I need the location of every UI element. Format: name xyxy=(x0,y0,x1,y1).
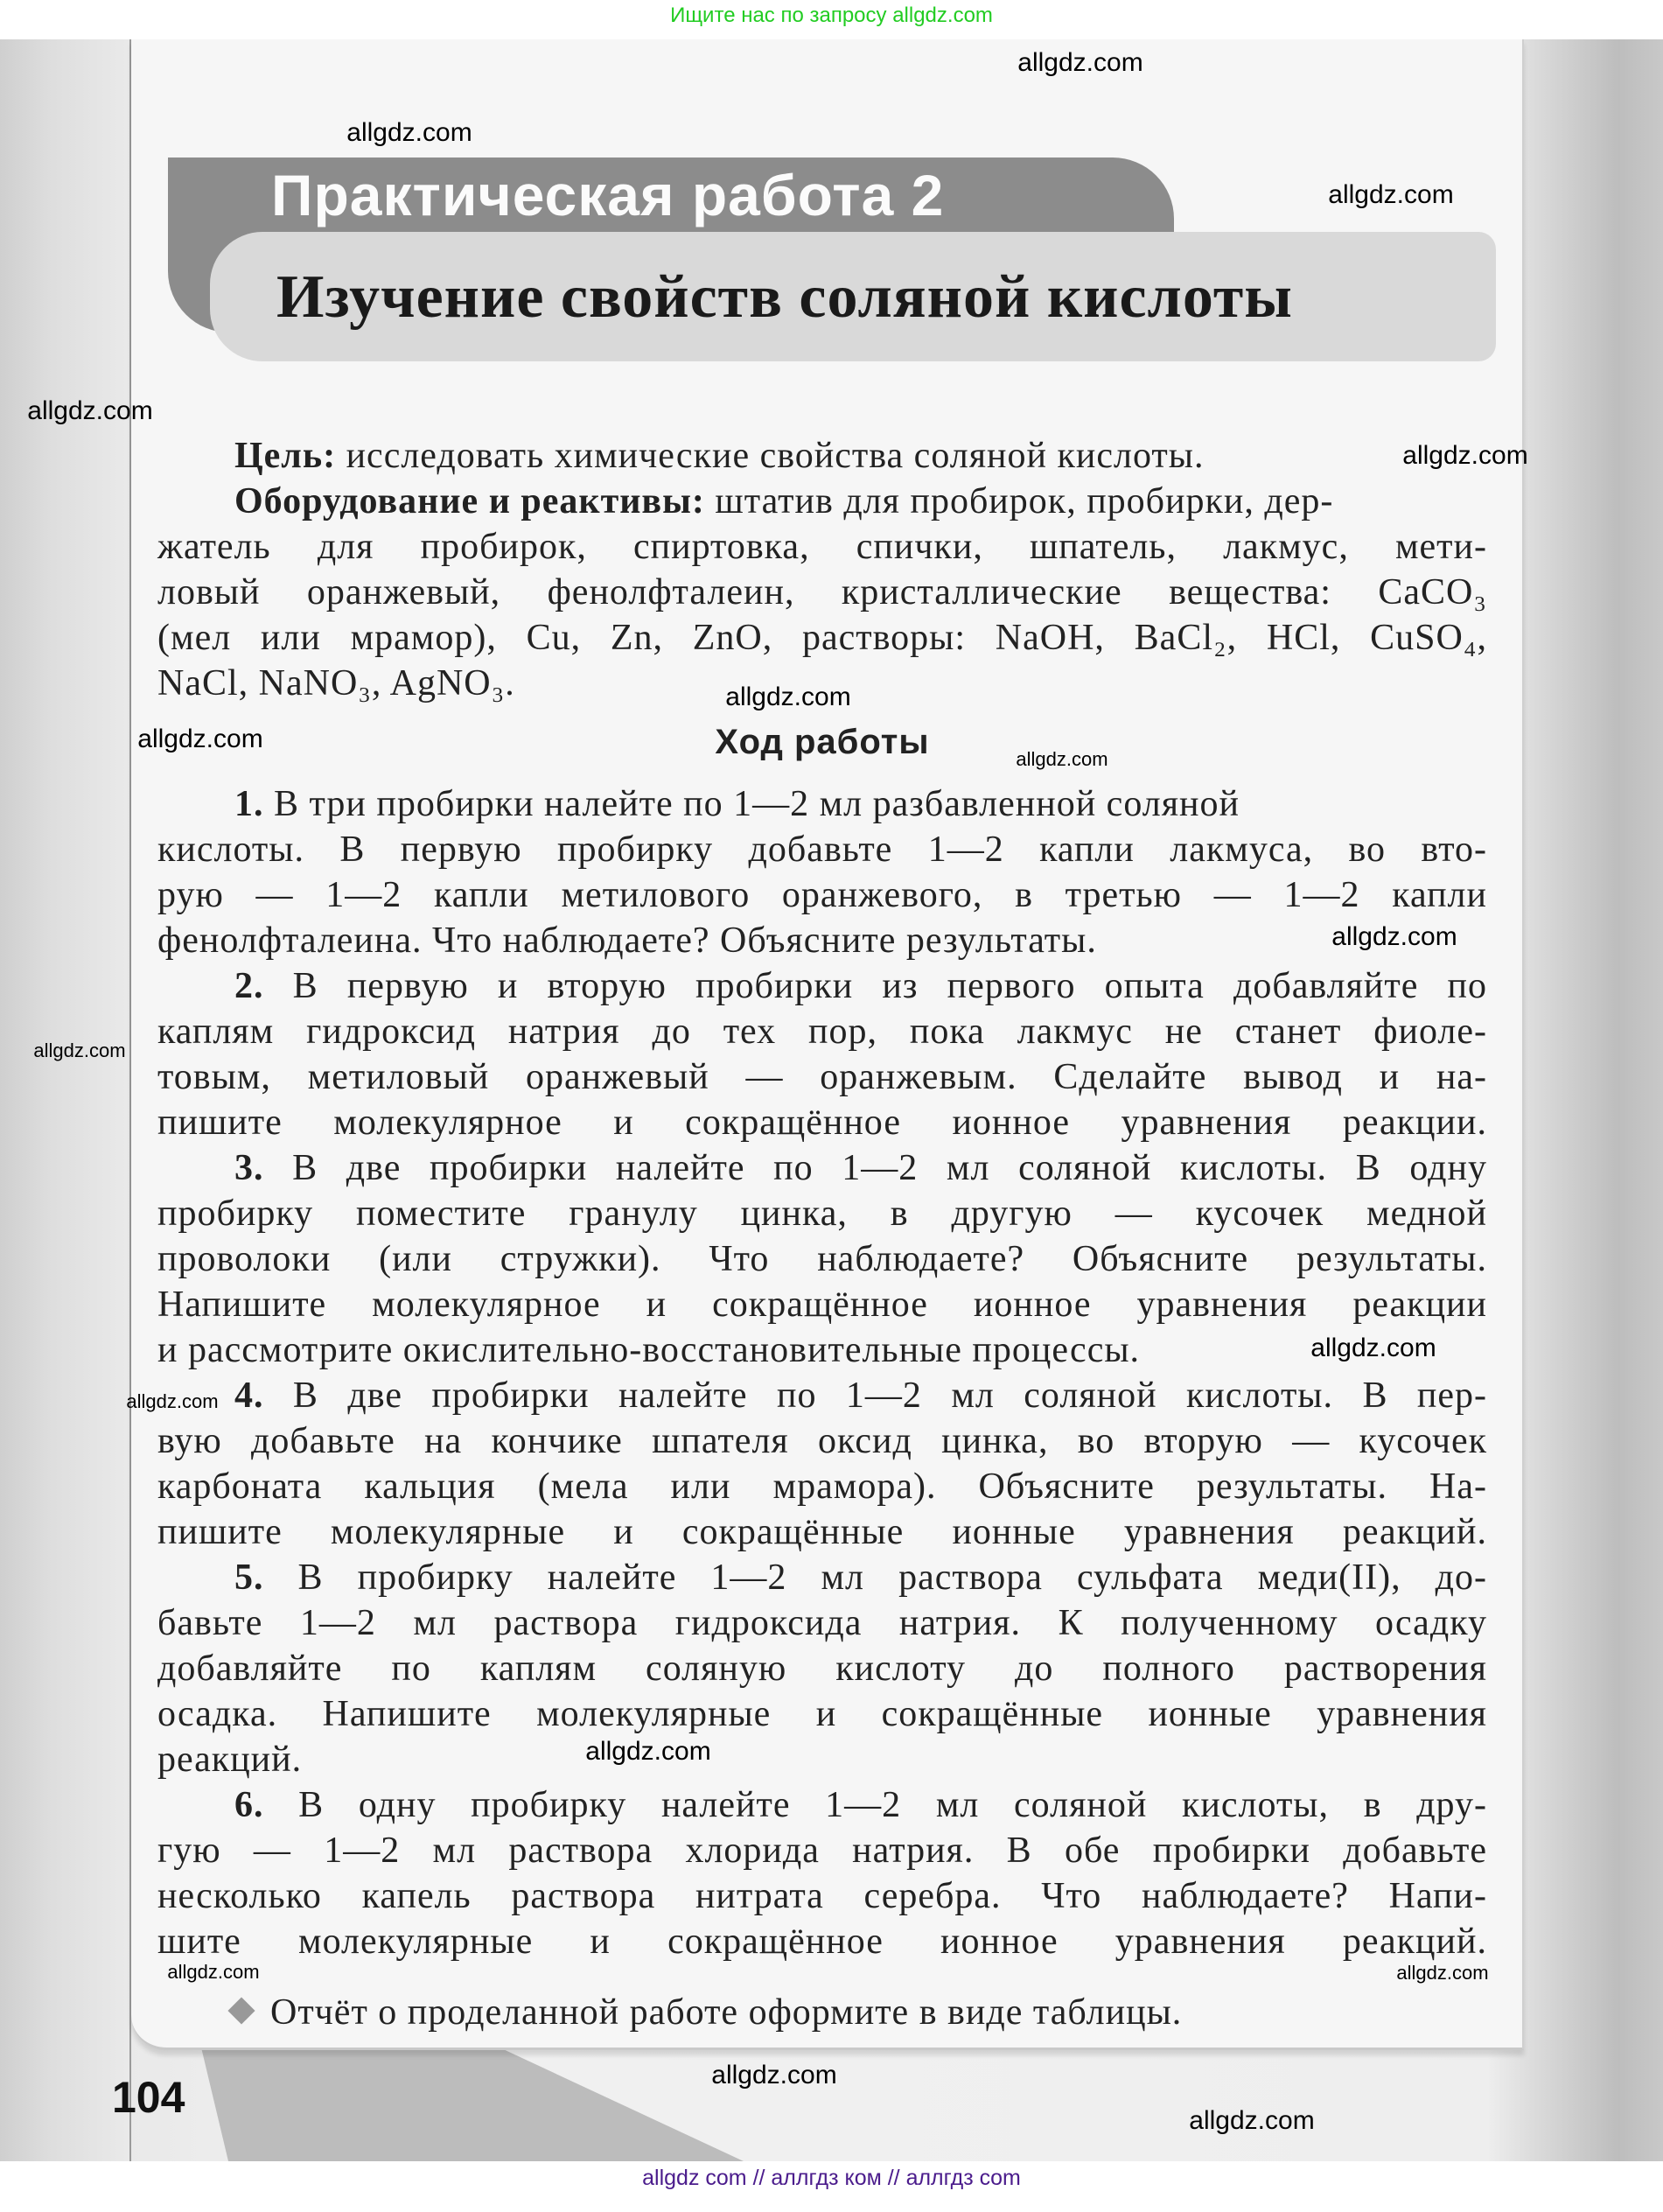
step-text: добавляйте по каплям соляную кислоту до полного растворения xyxy=(157,1648,1487,1689)
step-line xyxy=(157,872,1487,918)
step-line xyxy=(157,781,1487,827)
watermark: allgdz.com xyxy=(33,1040,126,1061)
watermark: allgdz.com xyxy=(725,682,851,711)
report-text: Отчёт о проделанной работе оформите в виде таблицы. xyxy=(270,1992,1183,2033)
step-text: В пробирку налейте 1—2 мл раствора сульфата меди(II), до- xyxy=(263,1558,1487,1598)
goal-line xyxy=(157,433,1487,479)
step-line xyxy=(157,918,1487,963)
equipment-text: жатель для пробирок, спиртовка, спички, шпатель, лакмус, мети- xyxy=(157,527,1487,567)
step-text: рую — 1—2 капли метилового оранжевого, в третью — 1—2 капли xyxy=(157,875,1487,915)
step-line xyxy=(157,1555,1487,1600)
step-lead: 6. xyxy=(234,1785,264,1825)
step-line xyxy=(157,1418,1487,1464)
step-line xyxy=(157,827,1487,872)
step-line xyxy=(157,1373,1487,1418)
step-line xyxy=(157,1600,1487,1646)
step-line xyxy=(157,1145,1487,1191)
step-lead: 1. xyxy=(234,784,264,824)
step-lead: 2. xyxy=(234,966,264,1006)
step-line xyxy=(157,1919,1487,1964)
step-text: реакций. xyxy=(157,1740,303,1780)
watermark: allgdz.com xyxy=(1331,922,1457,951)
step-text: пишите молекулярные и сокращённые ионные уравнения реакций. xyxy=(157,1512,1487,1552)
page-number: 104 xyxy=(112,2073,185,2122)
watermark: allgdz.com xyxy=(1310,1334,1436,1362)
step-line xyxy=(157,1464,1487,1509)
step-text: бавьте 1—2 мл раствора гидроксида натрия. К полученному осадку xyxy=(157,1603,1487,1643)
watermark: allgdz.com xyxy=(137,724,263,753)
step-line xyxy=(157,1873,1487,1919)
procedure-heading: Ход работы xyxy=(715,723,930,761)
watermark: allgdz.com xyxy=(1396,1962,1489,1984)
step-text: В первую и вторую пробирки из первого опыта добавляйте по xyxy=(263,966,1487,1006)
step-line xyxy=(157,1009,1487,1054)
step-text: несколько капель раствора нитрата серебра. Что наблюдаете? Напи- xyxy=(157,1876,1487,1916)
watermark: allgdz.com xyxy=(167,1961,260,1983)
step-line xyxy=(157,1737,1487,1782)
step-text: В одну пробирку налейте 1—2 мл соляной кислоты, в дру- xyxy=(263,1785,1487,1825)
top-banner-link[interactable]: Ищите нас по запросу allgdz.com xyxy=(670,4,993,27)
step-line xyxy=(157,1646,1487,1691)
watermark: allgdz.com xyxy=(711,2061,837,2090)
watermark: allgdz.com xyxy=(1328,180,1454,209)
watermark: allgdz.com xyxy=(346,118,472,147)
watermark: allgdz.com xyxy=(585,1737,711,1766)
equipment-text: штатив для пробирок, пробирки, дер- xyxy=(704,481,1334,522)
watermark: allgdz.com xyxy=(1016,748,1108,770)
step-lead: 5. xyxy=(234,1558,264,1598)
watermark: allgdz.com xyxy=(1402,441,1528,470)
equipment-text: (мел или мрамор), Cu, Zn, ZnO, растворы: NaOH, BaCl₂, HCl, CuSO₄, xyxy=(157,618,1487,658)
step-line xyxy=(157,1100,1487,1145)
equipment-text: ловый оранжевый, фенолфталеин, кристаллические вещества: CaCO₃ xyxy=(157,572,1487,612)
work-label: Практическая работа 2 xyxy=(271,163,945,228)
step-text: В две пробирки налейте по 1—2 мл соляной кислоты. В одну xyxy=(263,1148,1487,1188)
step-line xyxy=(157,1282,1487,1327)
watermark: allgdz.com xyxy=(1189,2106,1315,2135)
step-text: фенолфталеина. Что наблюдаете? Объясните результаты. xyxy=(157,920,1097,961)
step-text: пишите молекулярное и сокращённое ионное уравнения реакции. xyxy=(157,1102,1487,1143)
step-line xyxy=(157,963,1487,1009)
step-text: пробирку поместите гранулу цинка, в другую — кусочек медной xyxy=(157,1194,1487,1234)
step-line xyxy=(157,1691,1487,1737)
watermark: allgdz.com xyxy=(27,396,153,425)
step-text: В три пробирки налейте по 1—2 мл разбавленной соляной xyxy=(263,784,1240,824)
equipment-lead: Оборудование и реактивы: xyxy=(234,481,705,522)
step-line xyxy=(157,1236,1487,1282)
equipment-line xyxy=(157,615,1487,661)
step-lead: 4. xyxy=(234,1376,264,1416)
step-text: карбоната кальция (мела или мрамора). Объясните результаты. На- xyxy=(157,1466,1487,1507)
step-line xyxy=(157,1191,1487,1236)
step-line xyxy=(157,1054,1487,1100)
step-text: В две пробирки налейте по 1—2 мл соляной кислоты. В пер- xyxy=(263,1376,1487,1416)
step-text: проволоки (или стружки). Что наблюдаете? Объясните результаты. xyxy=(157,1239,1487,1279)
step-text: и рассмотрите окислительно-восстановительные процессы. xyxy=(157,1330,1141,1370)
watermark: allgdz.com xyxy=(1017,48,1143,77)
step-text: осадка. Напишите молекулярные и сокращённые ионные уравнения xyxy=(157,1694,1487,1734)
report-note xyxy=(232,1991,1182,2034)
step-text: шите молекулярные и сокращённое ионное уравнения реакций. xyxy=(157,1922,1487,1962)
step-lead: 3. xyxy=(234,1148,264,1188)
step-line xyxy=(157,1828,1487,1873)
step-text: товым, метиловый оранжевый — оранжевым. Сделайте вывод и на- xyxy=(157,1057,1487,1097)
equipment-line xyxy=(157,570,1487,615)
document-body xyxy=(157,433,1487,1964)
watermark: allgdz.com xyxy=(126,1390,219,1412)
step-text: каплям гидроксид натрия до тех пор, пока лакмус не станет фиоле- xyxy=(157,1012,1487,1052)
diamond-bullet-icon xyxy=(227,1997,255,2024)
step-text: Напишите молекулярное и сокращённое ионное уравнения реакции xyxy=(157,1284,1487,1325)
equipment-line xyxy=(157,479,1487,524)
step-line xyxy=(157,1327,1487,1373)
step-text: кислоты. В первую пробирку добавьте 1—2 капли лакмуса, во вто- xyxy=(157,830,1487,870)
goal-text: исследовать химические свойства соляной кислоты. xyxy=(336,436,1205,476)
step-line xyxy=(157,1782,1487,1828)
step-text: вую добавьте на кончике шпателя оксид цинка, во вторую — кусочек xyxy=(157,1421,1487,1461)
goal-lead: Цель: xyxy=(234,436,337,476)
bottom-banner-link[interactable]: allgdz com // аллгдз ком // аллгдз com xyxy=(642,2166,1021,2190)
page-title: Изучение свойств соляной кислоты xyxy=(276,263,1293,331)
step-line xyxy=(157,1509,1487,1555)
equipment-text: NaCl, NaNO₃, AgNO₃. xyxy=(157,663,515,704)
step-text: гую — 1—2 мл раствора хлорида натрия. В обе пробирки добавьте xyxy=(157,1830,1487,1871)
equipment-line xyxy=(157,524,1487,570)
